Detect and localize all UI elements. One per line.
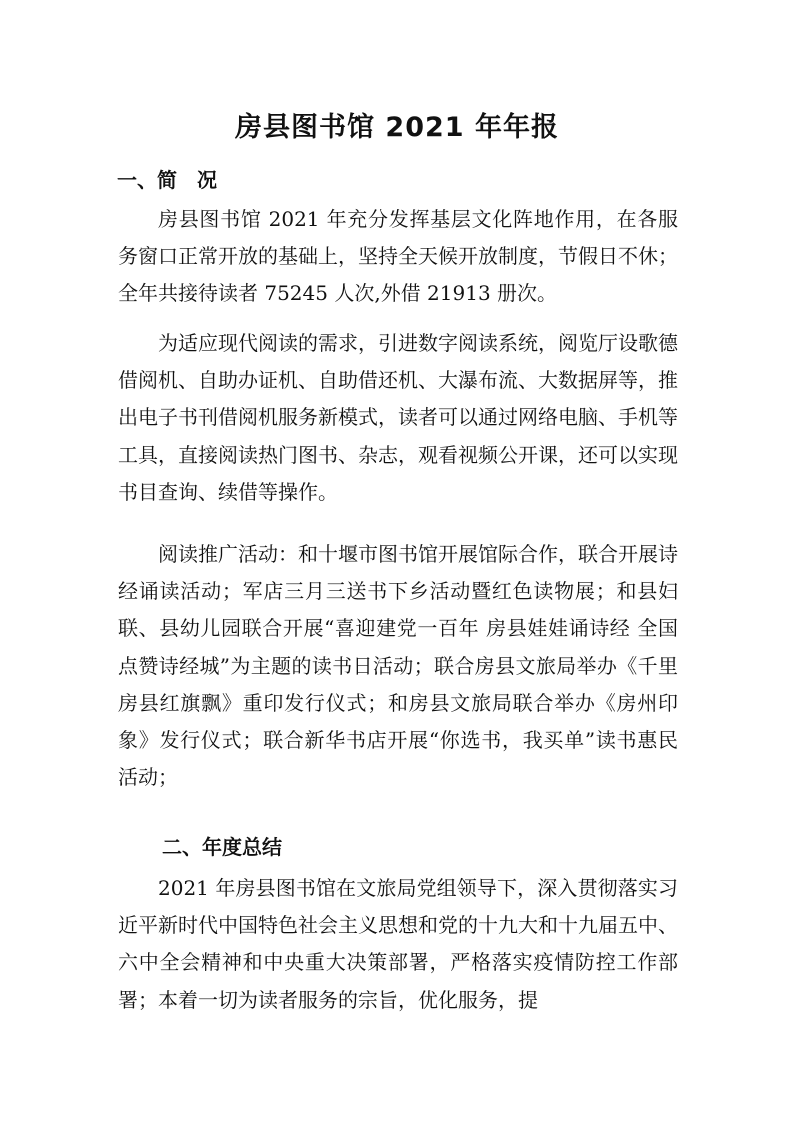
paragraph-reading-promotion: 阅读推广活动：和十堰市图书馆开展馆际合作，联合开展诗经诵读活动；军店三月三送书下乡活动暨红色读物展；和县妇联、县幼儿园联合开展“喜迎建党一百年 房县娃娃诵诗经 全国点赞诗经城”为主题的读书日活动；联合房县文旅局举办《千里房县红旗飘》重印发行仪式；和房县文旅局联合举办《房州印象》发行仪式；联合新华书店开展“你选书，我买单”读书惠民活动；	[118, 542, 678, 790]
section-heading-annual-summary: 二、年度总结	[162, 835, 282, 859]
document-title: 房县图书馆 2021 年年报	[235, 112, 559, 143]
paragraph-digital-reading: 为适应现代阅读的需求，引进数字阅读系统，阅览厅设歌德借阅机、自助办证机、自助借还机、大瀑布流、大数据屏等，推出电子书刊借阅机服务新模式，读者可以通过网络电脑、手机等工具，直接阅读热门图书、杂志，观看视频公开课，还可以实现书目查询、续借等操作。	[118, 331, 678, 504]
paragraph-opening-hours: 房县图书馆 2021 年充分发挥基层文化阵地作用，在各服务窗口正常开放的基础上，坚持全天候开放制度，节假日不休；全年共接待读者 75245 人次,外借 21913 册次。	[118, 207, 678, 306]
paragraph-annual-summary: 2021 年房县图书馆在文旅局党组领导下，深入贯彻落实习近平新时代中国特色社会主义思想和党的十九大和十九届五中、六中全会精神和中央重大决策部署，严格落实疫情防控工作部署；本着一切为读者服务的宗旨，优化服务，提	[118, 876, 678, 1012]
section-heading-overview: 一、简 况	[117, 168, 217, 192]
